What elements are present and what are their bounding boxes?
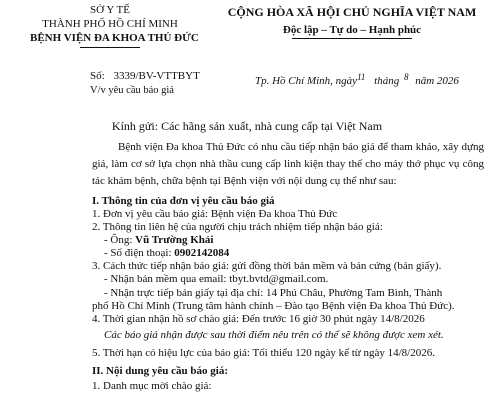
date-place: Tp. Hồ Chí Minh, ngày [255, 75, 358, 87]
motto: Độc lập – Tự do – Hạnh phúc [282, 24, 422, 36]
hard-copy-line2: phố Hồ Chí Minh (Trung tâm hành chính – Đào tạo Bệnh viện Đa khoa Thủ Đức). [92, 300, 455, 312]
section1-item3: 3. Cách thức tiếp nhận báo giá: gửi đồng thời bản mềm và bản cứng (bản giấy). [92, 260, 442, 272]
section1-item5: 5. Thời hạn có hiệu lực của báo giá: Tối thiểu 120 ngày kể từ ngày 14/8/2026. [92, 347, 435, 359]
header-right-block [222, 5, 482, 37]
contact-name-label: - Ông: [104, 234, 133, 246]
doc-number [90, 69, 200, 83]
date-month: 8 [403, 72, 409, 82]
intro-paragraph: Bệnh viện Đa khoa Thủ Đức có nhu cầu tiếp nhận báo giá để tham khảo, xây dựng giá, làm cơ sở lựa chọn nhà thầu cung cấp linh kiện thay thế cho máy thở phục vụ công tác khám bệnh, chữa bệnh tại Bệnh viện với nội dung cụ thể như sau: [92, 141, 484, 187]
contact-phone-label: - Số điện thoại: [104, 247, 172, 259]
doc-number-suffix: /BV-VTTBYT [135, 70, 200, 82]
section2-title: II. Nội dung yêu cầu báo giá: [92, 365, 229, 377]
header-left-underline [80, 47, 140, 48]
hospital-name: BỆNH VIỆN ĐA KHOA THỦ ĐỨC [30, 32, 199, 44]
late-note: Các báo giá nhận được sau thời điểm nêu trên có thể sẽ không được xem xét. [104, 329, 444, 341]
soft-copy-line: - Nhận bản mềm qua email: tbyt.bvtd@gmail.com. [104, 273, 329, 285]
contact-phone-line [104, 246, 229, 260]
date-line [255, 70, 459, 88]
section1-title: I. Thông tin của đơn vị yêu cầu báo giá [92, 195, 275, 207]
date-day: 11 [357, 72, 366, 82]
section1-item1: 1. Đơn vị yêu cầu báo giá: Bệnh viện Đa khoa Thủ Đức [92, 208, 338, 220]
date-year: năm 2026 [415, 75, 459, 87]
contact-name: Vũ Trường Khải [135, 234, 214, 246]
section1-item2: 2. Thông tin liên hệ của người chịu trách nhiệm tiếp nhận báo giá: [92, 221, 383, 233]
doc-number-label: Số: [90, 70, 105, 82]
section2-item1: 1. Danh mục mời chào giá: [92, 380, 212, 392]
subject-line: V/v yêu cầu báo giá [90, 85, 174, 96]
greeting: Kính gửi: Các hãng sản xuất, nhà cung cấp tại Việt Nam [111, 119, 383, 133]
contact-phone: 0902142084 [174, 247, 230, 259]
header-right-underline [292, 38, 412, 39]
contact-name-line [104, 233, 213, 247]
doc-number-value: 3339 [113, 70, 136, 82]
city-name: THÀNH PHỐ HỒ CHÍ MINH [42, 18, 178, 30]
date-month-label: tháng [374, 75, 400, 87]
section1-item4: 4. Thời gian nhận hồ sơ chào giá: Đến trước 16 giờ 30 phút ngày 14/8/2026 [92, 313, 425, 325]
header-left-block [30, 3, 199, 45]
department-name: SỞ Y TẾ [90, 4, 130, 16]
hard-copy-line1: - Nhận trực tiếp bản giấy tại địa chỉ: 14 Phú Châu, Phường Tam Bình, Thành [104, 287, 443, 299]
country-title: CỘNG HÒA XÃ HỘI CHỦ NGHĨA VIỆT NAM [227, 5, 477, 19]
